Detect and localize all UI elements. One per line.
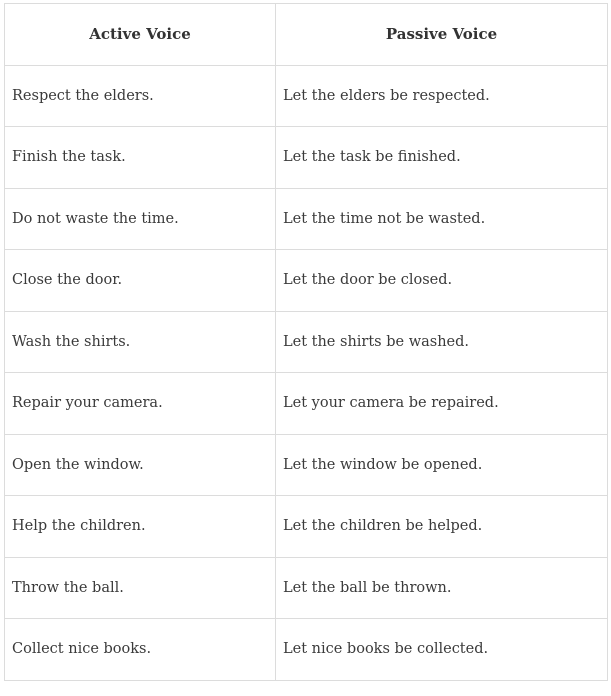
table-row [5, 188, 608, 250]
active-voice-cell: Open the window. [5, 434, 276, 496]
header-active-voice: Active Voice [5, 4, 276, 66]
passive-voice-cell: Let the window be opened. [276, 434, 608, 496]
active-voice-cell: Respect the elders. [5, 65, 276, 127]
voice-table-container [4, 3, 607, 681]
table-row [5, 127, 608, 189]
table-row [5, 65, 608, 127]
active-voice-cell: Do not waste the time. [5, 188, 276, 250]
table-row [5, 496, 608, 558]
active-voice-cell: Help the children. [5, 496, 276, 558]
active-voice-cell: Repair your camera. [5, 373, 276, 435]
table-row [5, 311, 608, 373]
voice-table [4, 3, 608, 681]
passive-voice-cell: Let the elders be respected. [276, 65, 608, 127]
table-header-row [5, 4, 608, 66]
passive-voice-cell: Let the time not be wasted. [276, 188, 608, 250]
table-row [5, 434, 608, 496]
active-voice-cell: Collect nice books. [5, 619, 276, 681]
passive-voice-cell: Let nice books be collected. [276, 619, 608, 681]
passive-voice-cell: Let your camera be repaired. [276, 373, 608, 435]
passive-voice-cell: Let the ball be thrown. [276, 557, 608, 619]
passive-voice-cell: Let the shirts be washed. [276, 311, 608, 373]
active-voice-cell: Throw the ball. [5, 557, 276, 619]
passive-voice-cell: Let the children be helped. [276, 496, 608, 558]
table-row [5, 250, 608, 312]
active-voice-cell: Close the door. [5, 250, 276, 312]
table-row [5, 619, 608, 681]
table-row [5, 373, 608, 435]
table-row [5, 557, 608, 619]
active-voice-cell: Finish the task. [5, 127, 276, 189]
header-passive-voice: Passive Voice [276, 4, 608, 66]
passive-voice-cell: Let the task be finished. [276, 127, 608, 189]
active-voice-cell: Wash the shirts. [5, 311, 276, 373]
passive-voice-cell: Let the door be closed. [276, 250, 608, 312]
